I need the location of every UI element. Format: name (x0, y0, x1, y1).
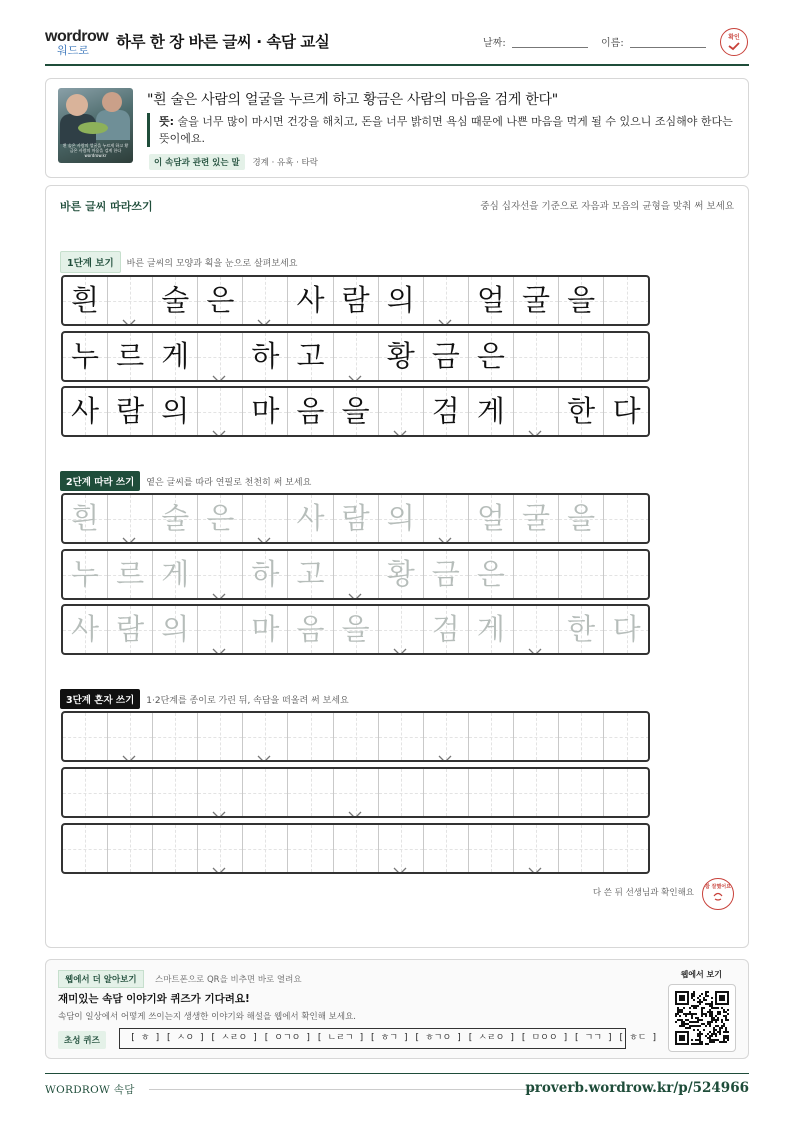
writing-cell[interactable] (288, 769, 333, 816)
trace-character: 게 (161, 557, 190, 591)
model-character: 금 (431, 339, 460, 373)
web-headline: 재미있는 속담 이야기와 퀴즈가 기다려요! (58, 993, 250, 1005)
trace-character: 을 (341, 612, 370, 646)
space-mark-icon (212, 860, 226, 868)
date-field[interactable] (483, 34, 588, 49)
writing-cell (424, 333, 469, 380)
writing-cell[interactable] (243, 713, 288, 760)
trace-character: 을 (567, 501, 596, 535)
trace-character: 은 (476, 557, 505, 591)
good-job-stamp-icon (702, 878, 734, 910)
writing-row (61, 386, 650, 437)
model-character: 고 (296, 339, 325, 373)
quiz-label: 초성 퀴즈 (58, 1031, 106, 1049)
proverb-meaning (147, 113, 737, 147)
writing-cell (334, 277, 379, 324)
good-job-stamp-text: 참 잘했어요 (705, 884, 731, 890)
space-mark-icon (257, 530, 271, 538)
writing-cell[interactable] (604, 606, 649, 653)
footer-brand: WORDROW 속담 (45, 1084, 135, 1096)
page-title: 하루 한 장 바른 글씨 · 속담 교실 (116, 33, 330, 51)
writing-cell (514, 388, 559, 435)
qr-label: 웹에서 보기 (680, 970, 722, 979)
model-character: 게 (476, 394, 505, 428)
writing-cell (379, 277, 424, 324)
writing-cell[interactable] (604, 825, 649, 872)
writing-cell (514, 333, 559, 380)
page-header (45, 26, 749, 66)
space-mark-icon (212, 423, 226, 431)
writing-cell[interactable] (604, 495, 649, 542)
writing-cell[interactable] (243, 495, 288, 542)
space-mark-icon (393, 641, 407, 649)
writing-cell[interactable] (514, 825, 559, 872)
qr-code-icon[interactable] (668, 984, 736, 1052)
check-stamp-icon (720, 28, 748, 56)
writing-row[interactable] (61, 823, 650, 874)
space-mark-icon (393, 423, 407, 431)
writing-cell[interactable] (514, 551, 559, 598)
writing-cell (63, 388, 108, 435)
model-character: 굴 (521, 283, 550, 317)
writing-cell[interactable] (379, 551, 424, 598)
space-mark-icon (393, 860, 407, 868)
trace-character: 의 (161, 612, 190, 646)
writing-cell[interactable] (288, 606, 333, 653)
writing-cell[interactable] (243, 606, 288, 653)
web-badge: 웹에서 더 알아보기 (58, 970, 144, 988)
writing-cell (424, 388, 469, 435)
writing-cell[interactable] (424, 769, 469, 816)
writing-cell[interactable] (198, 769, 243, 816)
trace-character: 술 (161, 501, 190, 535)
writing-cell[interactable] (108, 551, 153, 598)
writing-practice-card (45, 185, 749, 948)
writing-cell[interactable] (424, 551, 469, 598)
model-character: 한 (567, 394, 596, 428)
proverb-info-card (45, 78, 749, 178)
writing-cell[interactable] (108, 495, 153, 542)
writing-row[interactable] (61, 549, 650, 600)
writing-cell[interactable] (198, 606, 243, 653)
writing-cell[interactable] (63, 769, 108, 816)
writing-cell[interactable] (334, 769, 379, 816)
space-mark-icon (212, 804, 226, 812)
writing-cell[interactable] (63, 495, 108, 542)
writing-cell[interactable] (469, 495, 514, 542)
writing-cell[interactable] (288, 551, 333, 598)
step-1-desc: 바른 글씨의 모양과 획을 눈으로 살펴보세요 (126, 259, 298, 269)
writing-row (61, 331, 650, 382)
writing-cell (288, 388, 333, 435)
trace-character: 검 (431, 612, 460, 646)
writing-cell[interactable] (424, 825, 469, 872)
related-words (149, 154, 318, 170)
proverb-text: "흰 술은 사람의 얼굴을 누르게 하고 황금은 사람의 마음을 검게 한다" (147, 92, 558, 108)
writing-cell[interactable] (559, 825, 604, 872)
writing-cell (288, 277, 333, 324)
model-character: 흰 (71, 283, 100, 317)
writing-cell (559, 333, 604, 380)
practice-hint: 중심 십자선을 기준으로 자음과 모음의 균형을 맞춰 써 보세요 (480, 201, 734, 212)
writing-cell (604, 388, 649, 435)
space-mark-icon (528, 860, 542, 868)
meaning-label: 뜻: (159, 115, 175, 128)
step-3-desc: 1·2단계를 종이로 가린 뒤, 속담을 떠올려 써 보세요 (146, 696, 349, 706)
trace-character: 금 (431, 557, 460, 591)
writing-cell (559, 388, 604, 435)
trace-character: 굴 (521, 501, 550, 535)
writing-row[interactable] (61, 493, 650, 544)
space-mark-icon (348, 586, 362, 594)
writing-cell[interactable] (334, 713, 379, 760)
trace-character: 하 (251, 557, 280, 591)
writing-cell[interactable] (198, 551, 243, 598)
writing-row (61, 275, 650, 326)
writing-cell[interactable] (424, 606, 469, 653)
writing-cell[interactable] (379, 495, 424, 542)
writing-cell (108, 277, 153, 324)
writing-cell (243, 277, 288, 324)
writing-cell[interactable] (514, 713, 559, 760)
writing-cell[interactable] (243, 769, 288, 816)
practice-title: 바른 글씨 따라쓰기 (60, 200, 153, 213)
model-character: 누 (71, 339, 100, 373)
model-character: 르 (116, 339, 145, 373)
writing-cell (63, 277, 108, 324)
trace-character: 얼 (476, 501, 505, 535)
model-character: 을 (567, 283, 596, 317)
writing-cell[interactable] (379, 825, 424, 872)
writing-cell[interactable] (604, 551, 649, 598)
writing-cell (108, 388, 153, 435)
trace-character: 사 (71, 612, 100, 646)
writing-cell[interactable] (153, 713, 198, 760)
model-character: 황 (386, 339, 415, 373)
space-mark-icon (212, 586, 226, 594)
trace-character: 흰 (71, 501, 100, 535)
model-character: 사 (296, 283, 325, 317)
model-character: 하 (251, 339, 280, 373)
writing-cell (334, 388, 379, 435)
space-mark-icon (122, 748, 136, 756)
writing-cell[interactable] (288, 825, 333, 872)
writing-cell (469, 277, 514, 324)
trace-character: 의 (386, 501, 415, 535)
writing-cell (243, 388, 288, 435)
trace-character: 람 (341, 501, 370, 535)
space-mark-icon (438, 530, 452, 538)
footer-url[interactable]: proverb.wordrow.kr/p/524966 (525, 1080, 749, 1096)
related-label: 이 속담과 관련 있는 말 (149, 154, 245, 170)
writing-cell (288, 333, 333, 380)
trace-character: 고 (296, 557, 325, 591)
writing-cell[interactable] (334, 606, 379, 653)
step-3-badge: 3단계 혼자 쓰기 (60, 689, 140, 709)
writing-cell (604, 277, 649, 324)
model-character: 은 (476, 339, 505, 373)
writing-cell[interactable] (604, 769, 649, 816)
writing-row[interactable] (61, 711, 650, 762)
chosung-quiz: [ ㅎ ] [ ㅅㅇ ] [ ㅅㄹㅇ ] [ ㅇㄱㅇ ] [ ㄴㄹㄱ ] [ ㅎㄱ ] [ ㅎㄱㅇ ] [ ㅅㄹㅇ ] [ ㅁㅇㅇ ] [ ㄱㄱ ] [ ㅎㄷ ] (119, 1028, 626, 1049)
web-hint: 스마트폰으로 QR을 비추면 바로 열려요 (155, 975, 302, 985)
meaning-text: 술을 너무 많이 마시면 건강을 해치고, 돈을 너무 밝히면 욕심 때문에 나쁜 마음을 먹게 될 수 있으니 조심해야 한다는 뜻이에요. (159, 115, 733, 145)
writing-cell[interactable] (153, 551, 198, 598)
step-1-badge: 1단계 보기 (60, 251, 121, 273)
model-character: 마 (251, 394, 280, 428)
page-footer (45, 1073, 749, 1103)
space-mark-icon (528, 641, 542, 649)
writing-cell (63, 333, 108, 380)
model-character: 검 (431, 394, 460, 428)
writing-cell[interactable] (108, 713, 153, 760)
writing-cell[interactable] (514, 769, 559, 816)
writing-cell (424, 277, 469, 324)
name-input-line[interactable] (630, 38, 706, 48)
trace-character: 사 (296, 501, 325, 535)
web-subtext: 속담이 일상에서 어떻게 쓰이는지 생생한 이야기와 해설을 웹에서 확인해 보세요. (58, 1012, 356, 1022)
writing-cell[interactable] (424, 495, 469, 542)
writing-cell[interactable] (198, 825, 243, 872)
space-mark-icon (528, 423, 542, 431)
writing-cell (469, 333, 514, 380)
writing-cell[interactable] (604, 713, 649, 760)
writing-cell (153, 333, 198, 380)
trace-character: 누 (71, 557, 100, 591)
writing-cell[interactable] (288, 713, 333, 760)
writing-cell[interactable] (153, 606, 198, 653)
writing-cell[interactable] (469, 551, 514, 598)
writing-cell[interactable] (243, 825, 288, 872)
trace-character: 다 (612, 612, 641, 646)
trace-character: 음 (296, 612, 325, 646)
writing-cell[interactable] (469, 713, 514, 760)
writing-cell[interactable] (334, 825, 379, 872)
writing-cell[interactable] (379, 769, 424, 816)
writing-cell[interactable] (469, 825, 514, 872)
name-field[interactable] (601, 34, 706, 49)
web-more-box (45, 959, 749, 1059)
writing-cell[interactable] (63, 825, 108, 872)
writing-cell[interactable] (153, 825, 198, 872)
step-1-header (60, 251, 297, 273)
writing-row[interactable] (61, 767, 650, 818)
writing-cell (198, 277, 243, 324)
model-character: 얼 (476, 283, 505, 317)
writing-cell[interactable] (559, 606, 604, 653)
related-text: 경계 · 유혹 · 타락 (252, 158, 318, 168)
date-input-line[interactable] (512, 38, 588, 48)
model-character: 은 (206, 283, 235, 317)
model-character: 의 (386, 283, 415, 317)
writing-cell[interactable] (514, 606, 559, 653)
writing-cell (469, 388, 514, 435)
writing-cell[interactable] (424, 713, 469, 760)
space-mark-icon (212, 641, 226, 649)
writing-cell (514, 277, 559, 324)
model-character: 술 (161, 283, 190, 317)
model-character: 다 (612, 394, 641, 428)
writing-cell[interactable] (63, 551, 108, 598)
step-2-badge: 2단계 따라 쓰기 (60, 471, 140, 491)
writing-cell[interactable] (288, 495, 333, 542)
writing-cell (198, 333, 243, 380)
space-mark-icon (122, 530, 136, 538)
space-mark-icon (438, 312, 452, 320)
teacher-check-text: 다 쓴 뒤 선생님과 확인해요 (592, 888, 694, 898)
writing-cell[interactable] (559, 495, 604, 542)
writing-cell[interactable] (198, 495, 243, 542)
model-character: 을 (341, 394, 370, 428)
writing-cell (604, 333, 649, 380)
writing-cell[interactable] (559, 769, 604, 816)
writing-cell (379, 333, 424, 380)
writing-cell (153, 388, 198, 435)
writing-cell[interactable] (198, 713, 243, 760)
writing-cell[interactable] (559, 713, 604, 760)
wordrow-logo (45, 28, 107, 58)
space-mark-icon (348, 368, 362, 376)
trace-character: 은 (206, 501, 235, 535)
writing-cell[interactable] (334, 495, 379, 542)
writing-cell[interactable] (108, 606, 153, 653)
writing-cell (379, 388, 424, 435)
writing-cell[interactable] (334, 551, 379, 598)
writing-cell[interactable] (379, 713, 424, 760)
trace-character: 게 (476, 612, 505, 646)
writing-cell[interactable] (153, 495, 198, 542)
trace-character: 람 (116, 612, 145, 646)
trace-character: 한 (567, 612, 596, 646)
writing-cell (559, 277, 604, 324)
space-mark-icon (257, 312, 271, 320)
writing-cell[interactable] (243, 551, 288, 598)
writing-cell[interactable] (108, 825, 153, 872)
model-character: 게 (161, 339, 190, 373)
writing-cell (153, 277, 198, 324)
space-mark-icon (348, 804, 362, 812)
step-2-header (60, 471, 311, 491)
illustration-caption: 흰 술은 사람의 얼굴을 누르게 하고 황금은 사람의 마음을 검게 한다 wordrow.kr (62, 143, 129, 158)
footer-divider (149, 1089, 537, 1090)
writing-row[interactable] (61, 604, 650, 655)
writing-cell[interactable] (63, 713, 108, 760)
proverb-illustration (58, 88, 133, 163)
step-2-desc: 옅은 글씨를 따라 연필로 천천히 써 보세요 (146, 478, 312, 488)
space-mark-icon (122, 312, 136, 320)
space-mark-icon (212, 368, 226, 376)
writing-cell (198, 388, 243, 435)
logo-korean-text: 워드로 (57, 44, 89, 57)
writing-cell[interactable] (559, 551, 604, 598)
model-character: 사 (71, 394, 100, 428)
writing-cell[interactable] (469, 769, 514, 816)
trace-character: 르 (116, 557, 145, 591)
stamp-text: 확인 (728, 34, 740, 41)
writing-cell[interactable] (63, 606, 108, 653)
date-label: 날짜: (483, 38, 506, 49)
writing-cell[interactable] (469, 606, 514, 653)
name-label: 이름: (601, 38, 624, 49)
model-character: 람 (341, 283, 370, 317)
writing-cell (108, 333, 153, 380)
writing-cell[interactable] (379, 606, 424, 653)
writing-cell (334, 333, 379, 380)
model-character: 람 (116, 394, 145, 428)
space-mark-icon (257, 748, 271, 756)
model-character: 음 (296, 394, 325, 428)
logo-text: wordrow (45, 28, 109, 45)
writing-cell[interactable] (108, 769, 153, 816)
writing-cell[interactable] (514, 495, 559, 542)
model-character: 의 (161, 394, 190, 428)
writing-cell (243, 333, 288, 380)
writing-cell[interactable] (153, 769, 198, 816)
step-3-header (60, 689, 349, 709)
trace-character: 마 (251, 612, 280, 646)
space-mark-icon (438, 748, 452, 756)
trace-character: 황 (386, 557, 415, 591)
